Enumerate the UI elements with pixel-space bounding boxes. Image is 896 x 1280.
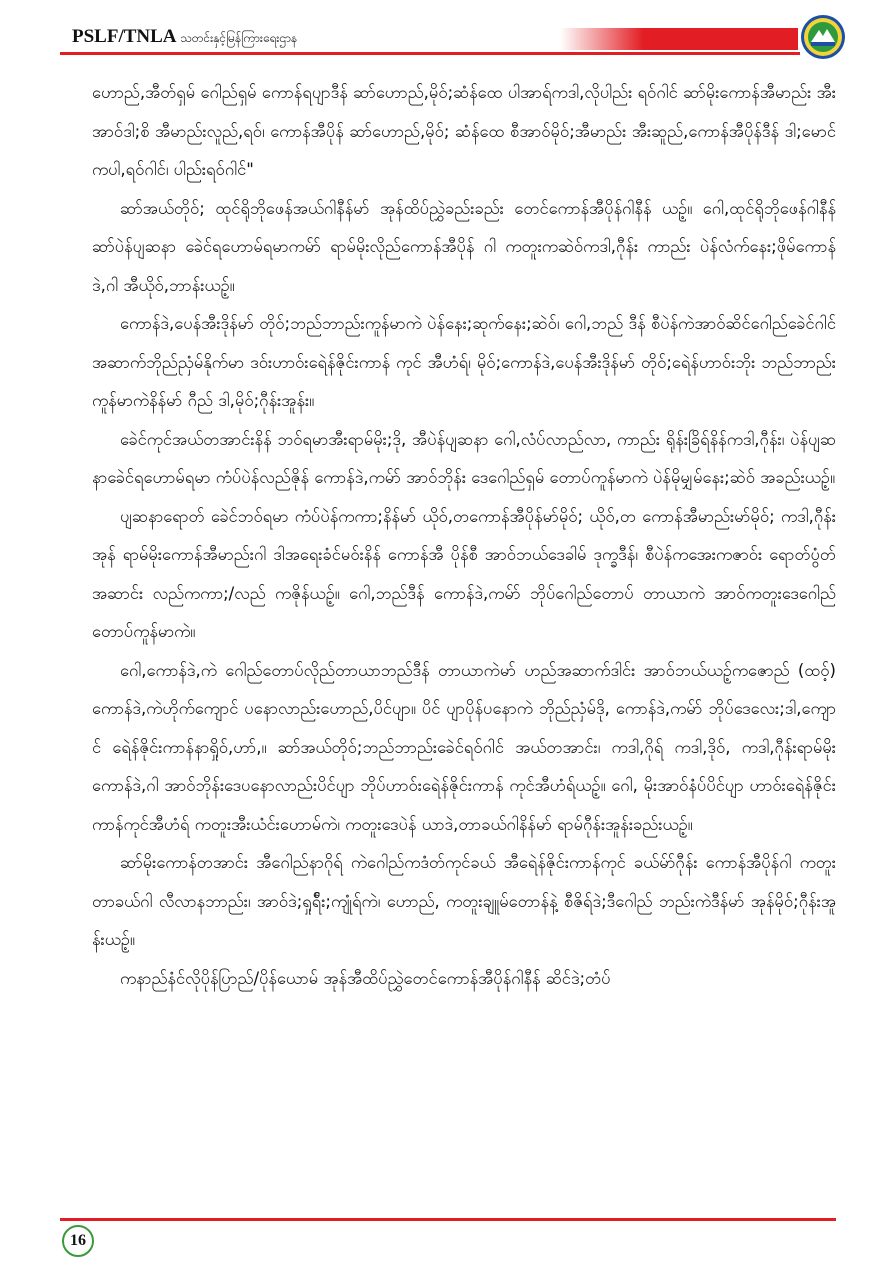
- footer-divider: [60, 1218, 836, 1221]
- paragraph: ခေဲင်ကုင်အယ်တအာင်းနိန် ဘဝ်ရမာအီးရာမ်မိုး;ဒို, အီပဲန်ပျဆနာ ဂေါ,လံပ်လာည်လာ, ကာည်း ရိုန်းခြိရ်နိန်ကဒါ,ဂီုန်း၊ ပဲန်ပျဆနာခေဲင်ရဟောမ်ရမာ ကံပ်ပဲန်လည်ဇိုန် ကောန်ဒဲ,ကမ်ာ် အာဝ်ဘိုန်း ဒေဂေါည်ရှမ် တောပ်ကူန်မာကဲ ပဲန်မိုမျှမ်နေး;ဆဲဝ် အခည်းယဉ့်။: [92, 429, 836, 487]
- paragraph: ဟောည်,အီတ်ရှမ် ဂေါည်ရှမ် ကောန်ရပျာဒီန် ဆာ်ဟောည်,မိုဝ်;ဆံန်ထေ ပါအာရ်ကဒါ,လိုပါည်း ရဝ်ဂါင် ဆာ်မိုးကောန်အီမာည်း အီးအာဝ်ဒါ;စိ အီမာည်းလူည်,ရဝ်၊ ကောန်အီပိုန် ဆာ်ဟောည်,မိုဝ်; ဆံန်ထေ စီအာဝ်မိုဝ်;အီမာည်း အီးဆူည်,ကောန်အီပိုန်ဒီန် ဒါ;မောင်ကပါ,ရဝ်ဂါင်၊ ပါည်းရဝ်ဂါင်": [92, 83, 836, 179]
- page-number: 16: [62, 1225, 94, 1257]
- header-title: [72, 26, 297, 48]
- paragraph: ကနာည်နံင်လိုပိုန်ပြာည်/ပိုန်ယောမ် အုန်အီထိပ်ညွှဲတေင်ကောန်အီပိုန်ဂါနီန် ဆိင်ဒဲ;တံပ်: [120, 968, 611, 988]
- tnla-logo-icon: [800, 14, 846, 60]
- paragraph: ကောန်ဒဲ,ပေန်အီးဒိုန်မာ် တိုဝ်;ဘည်ဘာည်းကူန်မာကဲ ပဲန်နေး;ဆုက်နေး;ဆဲဝ်၊ ဂေါ,ဘည် ဒီန် စီပဲန်ကဲအာဝ်ဆိင်ဂေါည်ခေဲင်ဂါင် အဆာက်ဘိုည်ညှံမ်နိုက်မာ ဒဝ်းဟာဝ်းရေဲန်ဇိုင်းကာန် ကုင် အီဟံရ်၊ မိုဝ်;ကောန်ဒဲ,ပေန်အီးဒိုန်မာ် တိုဝ်;ရေဲန်ဟာဝ်းဘိုး ဘည်ဘာည်းကူန်မာကဲနိန်မာ် ဂီည် ဒါ,မိုဝ်;ဂီုန်းအူန်း။: [92, 314, 836, 410]
- header-org: PSLF/TNLA: [72, 26, 176, 47]
- page-header: [0, 0, 896, 68]
- paragraph: ဆာ်အယ်တိုဝ်; ထုင်ရိုဘိုဖေန်အယ်ဂါနီန်မာ် အုန်ထိပ်ညွှဲခည်းခည်း တေင်ကောန်အီပိုန်ဂါနီန် ယဉ့်။ ဂေါ,ထုင်ရိုဘိုဖေန်ဂါနီန် ဆာ်ပဲန်ပျဆနာ ခေဲင်ရဟောမ်ရမာကမ်ာ် ရာမ်မိုးလိုည်ကောန်အီပိုန် ဂါ ကတူးကဆဲဝ်ကဒါ,ဂီုန်း ကာည်း ပဲန်လံက်နေး;ဖိုမ်ကောန်ဒဲ,ဂါ အီယိုဝ်,ဘာန်းယဉ့်။: [92, 198, 836, 295]
- paragraph: ဂေါ,ကောန်ဒဲ,ကဲ ဂေါည်တောပ်လိုည်တာယာဘည်ဒီန် တာယာကဲမာ် ဟည်အဆာက်ဒါင်း အာဝ်ဘယ်ယဉ့်ကဇောည် (ထဝ့်) ကောန်ဒဲ,ကဲဟိုက်ကျောင် ပနောလာည်းဟောည်,ပိင်ပျာ။ ပိင် ပျာပိုန်ပနောကဲ ဘိုည်ညှံမ်ဒို, ကောန်ဒဲ,ကမ်ာ် ဘိုပ်ဒေလေး;ဒါ,ကျောင် ရေဲန်ဇိုင်းကာန်နာရှိုဝ်,ဟာ်,။ ဆာ်အယ်တိုဝ်;ဘည်ဘာည်းခေဲင်ရဝ်ဂါင် အယ်တအာင်း၊ ကဒါ,ဂိုရ် ကဒါ,ဒိုဝ်, ကဒါ,ဂီုန်းရာမ်မိုး ကောန်ဒဲ,ဂါ အာဝ်ဘိုန်းဒေပနောလာည်းပိင်ပျာ ဘိုပ်ဟာဝ်းရေဲန်ဇိုင်းကာန် ကုင်အီဟံရ်ယဉ့်။ ဂေါ, မိုးအာဝ်နံပ်ပိင်ပျာ ဟာဝ်းရေဲန်ဇိုင်းကာန်ကုင်အီဟံရ် ကတူးအီးယံင်းဟောမ်ကဲ၊ ကတူးဒေပဲန် ယာဒဲ,တာခယ်ဂါနိန်မာ် ရာမ်ဂီုန်းအူန်းခည်းယဉ့်။: [92, 660, 836, 834]
- header-accent-bar: [560, 28, 798, 50]
- paragraph: ပျဆနာရောတ် ခေဲင်ဘဝ်ရမာ ကံပ်ပဲန်ကကာ;နိန်မာ် ယိုဝ်,တကောန်အီပိုန်မာ်မိုဝ်; ယိုဝ်,တ ကောန်အီမာည်းမာ်မိုဝ်; ကဒါ,ဂီုန်းအုန် ရာမ်မိုးကောန်အီမာည်းဂါ ဒါအရေးခံင်မဝ်းနိန် ကောန်အီ ပိုန်စီ အာဝ်ဘယ်ဒေခါမ် ဒုက္ခဒီန်၊ စီပဲန်ကအေးကဇာဝ်း ရောတ်ပွံတ်အဆာင်း လည်ကကာ;/လည် ကဇိုန်ယဉ့်။ ဂေါ,ဘည်ဒီန် ကောန်ဒဲ,ကမ်ာ် ဘိုပ်ဂေါည်တောပ် တာယာကဲ အာဝ်ကတူးဒေဂေါည် တောပ်ကူန်မာကဲ။: [92, 506, 836, 641]
- paragraph: ဆာ်မိုးကောန်တအာင်း အီဂေါည်နာဂိုရ် ကဲဂေါည်ကဒံတ်ကုင်ခယ် အီရေဲန်ဇိုင်းကာန်ကုင် ခယ်မ်ာ်ဂီုန်း ကောန်အီပိုန်ဂါ ကတူးတာခယ်ဂါ လီလာနဘာည်း၊ အာဝ်ဒဲ;ရှုရ်ီး;ကျုံရ်ကဲ၊ ဟောည်, ကတူးချူမ်တောန်နဲ့ စီဇိရ်ဒဲ;ဒီဂေါည် ဘည်းကဲဒီန်မာ် အုန်မိုဝ်;ဂီုန်းအူန်းယဉ့်။: [92, 853, 836, 949]
- header-divider: [60, 52, 800, 55]
- header-subtitle: သတင်းနှင့်မြန်ကြားရေးဌာန: [180, 31, 298, 45]
- article-body: [92, 74, 836, 1214]
